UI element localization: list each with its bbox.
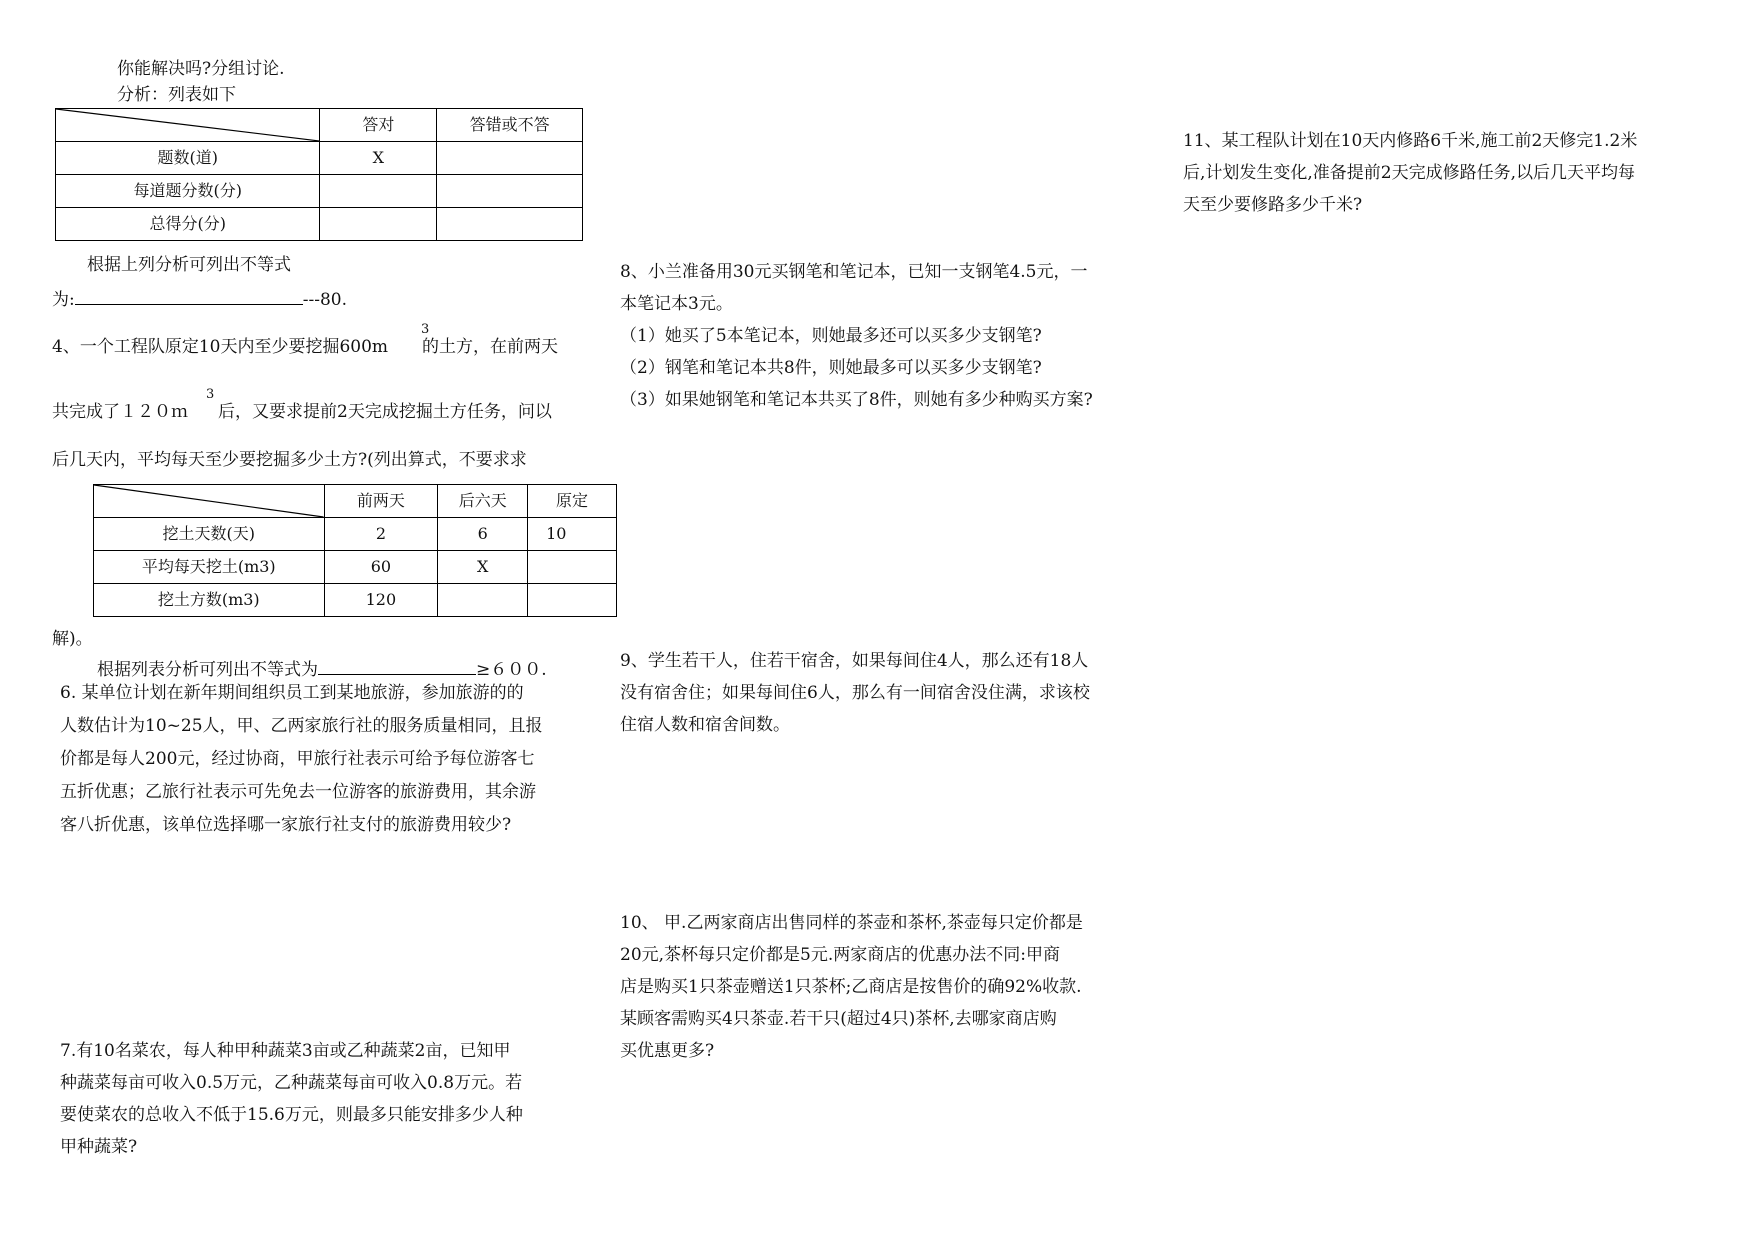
table-cell: 10 (528, 518, 617, 551)
column-header: 前两天 (324, 485, 438, 518)
answer-blank (318, 656, 476, 675)
q11-block (1183, 125, 1637, 221)
table-cell (437, 208, 583, 241)
table-row (94, 551, 617, 584)
table-cell: X (320, 142, 437, 175)
text-line: 后,计划发生变化,准备提前2天完成修路任务,以后几天平均每 (1183, 163, 1636, 183)
text-line: （3）如果她钢笔和笔记本共买了8件，则她有多少种购买方案? (620, 390, 1093, 410)
table-cell (528, 584, 617, 617)
text-line: 天至少要修路多少千米? (1183, 195, 1363, 215)
table-cell: X (438, 551, 528, 584)
q4-line2-text: 共完成了１２０ｍ (52, 402, 188, 422)
text-line: 10、 甲.乙两家商店出售同样的茶壶和茶杯,茶壶每只定价都是 (620, 913, 1083, 933)
formula-prefix: 为: (52, 290, 75, 310)
superscript: 3 (206, 387, 215, 402)
text-line: 8、小兰准备用30元买钢笔和笔记本，已知一支钢笔4.5元，一 (620, 262, 1088, 282)
q4-line4: 解)。 (52, 629, 93, 649)
text-line: 店是购买1只茶壶赠送1只茶杯;乙商店是按售价的确92%收款. (620, 977, 1082, 997)
superscript: 3 (421, 322, 430, 337)
text-line: （1）她买了5本笔记本，则她最多还可以买多少支钢笔? (620, 326, 1042, 346)
text-line: 20元,茶杯每只定价都是5元.两家商店的优惠办法不同:甲商 (620, 945, 1060, 965)
text-line: 9、学生若干人，住若干宿舍，如果每间住4人，那么还有18人 (620, 651, 1089, 671)
table-cell (438, 584, 528, 617)
q8-block (620, 256, 1093, 416)
text-line: 客八折优惠，该单位选择哪一家旅行社支付的旅游费用较少? (60, 815, 512, 835)
text-line: 价都是每人200元，经过协商，甲旅行社表示可给予每位游客七 (60, 749, 535, 769)
diagonal-header-cell (56, 109, 320, 142)
q3-analysis: 分析：列表如下 (117, 85, 236, 105)
q3-table (55, 108, 583, 241)
text-line: 甲种蔬菜? (60, 1137, 138, 1157)
row-label: 平均每天挖土(m3) (94, 551, 325, 584)
answer-blank (75, 286, 303, 305)
q4-line1-tail: 的土方，在前两天 (422, 337, 559, 357)
table-row (56, 175, 583, 208)
table-cell: 60 (324, 551, 438, 584)
q10-block (620, 907, 1083, 1067)
table-row (94, 518, 617, 551)
q9-block (620, 645, 1090, 741)
table-cell (437, 175, 583, 208)
q4-line3: 后几天内，平均每天至少要挖掘多少土方?(列出算式，不要求求 (52, 450, 527, 470)
row-label: 挖土方数(m3) (94, 584, 325, 617)
table-cell: 6 (438, 518, 528, 551)
formula-suffix: ---80. (302, 290, 348, 310)
q4-line2-tail: 后，又要求提前2天完成挖掘土方任务，问以 (218, 402, 552, 422)
column-header: 答对 (320, 109, 437, 142)
row-label: 总得分(分) (56, 208, 320, 241)
column-header: 答错或不答 (437, 109, 583, 142)
text-line: 买优惠更多? (620, 1041, 715, 1061)
q4-line1-text: 4、一个工程队原定10天内至少要挖掘600m (52, 337, 389, 357)
row-label: 每道题分数(分) (56, 175, 320, 208)
text-line: 7.有10名菜农，每人种甲种蔬菜3亩或乙种蔬菜2亩，已知甲 (60, 1041, 511, 1061)
table-cell (320, 175, 437, 208)
column-header: 原定 (528, 485, 617, 518)
text-line: 某顾客需购买4只茶壶.若干只(超过4只)茶杯,去哪家商店购 (620, 1009, 1057, 1029)
q6-block (60, 677, 543, 842)
row-label: 挖土天数(天) (94, 518, 325, 551)
conclusion-suffix: ≥６００. (476, 660, 547, 680)
text-line: 种蔬菜每亩可收入0.5万元，乙种蔬菜每亩可收入0.8万元。若 (60, 1073, 523, 1093)
q3-intro: 你能解决吗?分组讨论. (117, 59, 285, 79)
text-line: 住宿人数和宿舍间数。 (620, 715, 790, 735)
table-row (94, 584, 617, 617)
q7-block (60, 1035, 523, 1163)
text-line: 五折优惠；乙旅行社表示可先免去一位游客的旅游费用，其余游 (60, 782, 536, 802)
table-cell (437, 142, 583, 175)
text-line: 没有宿舍住；如果每间住6人，那么有一间宿舍没住满，求该校 (620, 683, 1090, 703)
q4-table (93, 484, 617, 617)
table-cell: 120 (324, 584, 438, 617)
text-line: 11、某工程队计划在10天内修路6千米,施工前2天修完1.2米 (1183, 131, 1638, 151)
row-label: 题数(道) (56, 142, 320, 175)
table-row (94, 485, 617, 518)
text-line: 要使菜农的总收入不低于15.6万元，则最多只能安排多少人种 (60, 1105, 523, 1125)
diagonal-header-cell (94, 485, 325, 518)
column-header: 后六天 (438, 485, 528, 518)
conclusion-prefix: 根据列表分析可列出不等式为 (97, 660, 318, 680)
q4-line1 (52, 336, 558, 358)
q4-line2 (52, 401, 552, 423)
table-row (56, 109, 583, 142)
table-cell: 2 (324, 518, 438, 551)
table-cell (320, 208, 437, 241)
table-row (56, 208, 583, 241)
text-line: 本笔记本3元。 (620, 294, 733, 314)
table-row (56, 142, 583, 175)
text-line: （2）钢笔和笔记本共8件，则她最多可以买多少支钢笔? (620, 358, 1042, 378)
table-cell (528, 551, 617, 584)
q3-conclusion: 根据上列分析可列出不等式 (87, 255, 291, 275)
text-line: 6. 某单位计划在新年期间组织员工到某地旅游，参加旅游的的 (60, 683, 524, 703)
q3-formula (52, 286, 347, 311)
text-line: 人数估计为10~25人，甲、乙两家旅行社的服务质量相同，且报 (60, 716, 543, 736)
